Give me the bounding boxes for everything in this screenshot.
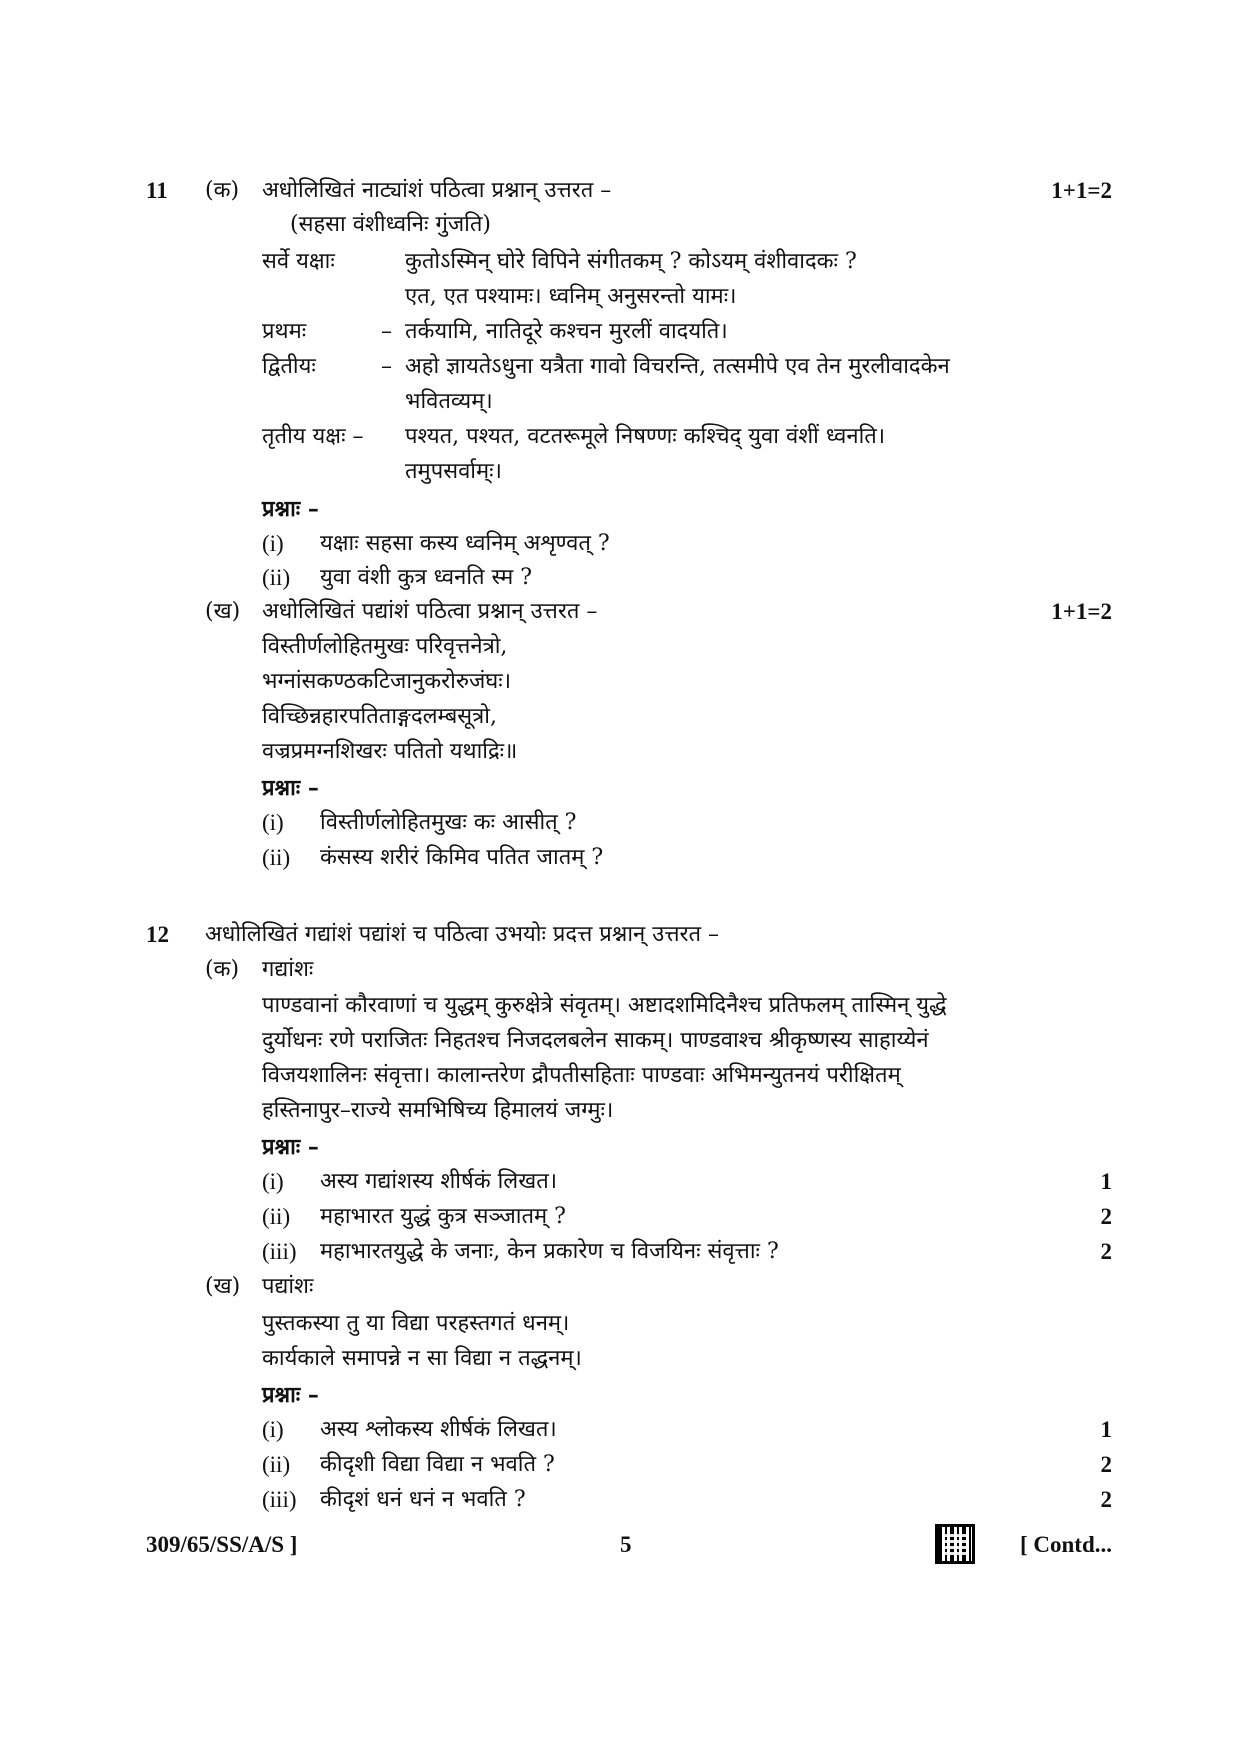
dialogue-line: भवितव्यम्। [405, 389, 493, 414]
dialogue-line: पश्यत, पश्यत, वटतरूमूले निषण्णः कश्चिद् युवा वंशीं ध्वनति। [405, 424, 886, 449]
marks: 2 [1100, 1239, 1112, 1264]
marks: 1 [1100, 1417, 1112, 1442]
questions-label: प्रश्नाः – [262, 775, 319, 801]
page-number: 5 [620, 1532, 632, 1557]
question-num: (ii) [262, 1452, 291, 1477]
passage-title: गद्यांशः [262, 957, 314, 982]
dialogue-line: तर्कयामि, नातिदूरे कश्चन मुरलीं वादयति। [405, 319, 728, 344]
prose-line: हस्तिनापुर–राज्ये समभिषिच्य हिमालयं जग्मुः। [262, 1098, 614, 1123]
marks: 2 [1100, 1452, 1112, 1477]
marks: 2 [1100, 1487, 1112, 1512]
question-num: (ii) [262, 1204, 291, 1229]
prose-line: पाण्डवानां कौरवाणां च युद्धम् कुरुक्षेत्रे संवृतम्। अष्टादशमिदिनैश्च प्रतिफलम् तास्मिन् युद्धे [262, 993, 947, 1018]
dialogue-line: कुतोऽस्मिन् घोरे विपिने संगीतकम् ? कोऽयम् वंशीवादकः ? [405, 249, 857, 274]
question-text: युवा वंशी कुत्र ध्वनति स्म ? [320, 565, 533, 590]
marks: 1+1=2 [1051, 178, 1112, 203]
marks: 1+1=2 [1051, 599, 1112, 624]
qr-code-icon [935, 1524, 975, 1564]
subpart-label: (ख) [205, 599, 241, 624]
dialogue-line: अहो ज्ञायतेऽधुना यत्रैता गावो विचरन्ति, तत्समीपे एव तेन मुरलीवादकेन [405, 354, 950, 379]
verse-line: विच्छिन्नहारपतिताङ्गदलम्बसूत्रो, [262, 704, 497, 729]
speaker: सर्वे यक्षाः [262, 249, 335, 274]
instruction: अधोलिखितं पद्यांशं पठित्वा प्रश्नान् उत्तरत – [262, 599, 598, 624]
prose-line: विजयशालिनः संवृत्ता। कालान्तरेण द्रौपतीसहिताः पाण्डवाः अभिमन्युतनयं परीक्षितम् [262, 1063, 901, 1088]
question-text: कीदृशी विद्या विद्या न भवति ? [320, 1452, 555, 1477]
question-text: कंसस्य शरीरं किमिव पतित जातम् ? [320, 845, 604, 870]
marks: 2 [1100, 1204, 1112, 1229]
dialogue-line: एत, एत पश्यामः। ध्वनिम् अनुसरन्तो यामः। [405, 284, 737, 309]
marks: 1 [1100, 1169, 1112, 1194]
question-text: अस्य गद्यांशस्य शीर्षकं लिखत। [320, 1169, 558, 1194]
instruction: अधोलिखितं गद्यांशं पद्यांशं च पठित्वा उभयोः प्रदत्त प्रश्नान् उत्तरत – [205, 922, 720, 947]
contd-label: [ Contd... [1019, 1532, 1112, 1557]
verse-line: पुस्तकस्या तु या विद्या परहस्तगतं धनम्। [262, 1311, 570, 1336]
question-text: विस्तीर्णलोहितमुखः कः आसीत् ? [320, 810, 577, 835]
question-number: 12 [146, 922, 169, 947]
question-num: (i) [262, 810, 284, 835]
question-num: (iii) [262, 1239, 297, 1264]
verse-line: विस्तीर्णलोहितमुखः परिवृत्तनेत्रो, [262, 634, 508, 659]
prose-line: दुर्योधनः रणे पराजितः निहतश्च निजदलबलेन साकम्। पाण्डवाश्च श्रीकृष्णस्य साहाय्येनं [262, 1028, 929, 1053]
question-text: कीदृशं धनं धनं न भवति ? [320, 1487, 526, 1512]
verse-line: कार्यकाले समापन्ने न सा विद्या न तद्धनम्। [262, 1346, 582, 1371]
question-num: (ii) [262, 845, 291, 870]
question-num: (iii) [262, 1487, 297, 1512]
passage-title: पद्यांशः [262, 1274, 314, 1299]
question-num: (ii) [262, 565, 291, 590]
verse-line: वज्रप्रमग्नशिखरः पतितो यथाद्रिः॥ [262, 739, 518, 764]
question-text: अस्य श्लोकस्य शीर्षकं लिखत। [320, 1417, 557, 1442]
question-text: महाभारतयुद्धे के जनाः, केन प्रकारेण च विजयिनः संवृत्ताः ? [320, 1239, 779, 1264]
questions-label: प्रश्नाः – [262, 1134, 319, 1160]
instruction: अधोलिखितं नाट्यांशं पठित्वा प्रश्नान् उत्तरत – [262, 178, 612, 203]
question-num: (i) [262, 1169, 284, 1194]
question-num: (i) [262, 1417, 284, 1442]
question-number: 11 [146, 178, 168, 203]
question-text: यक्षाः सहसा कस्य ध्वनिम् अशृण्वत् ? [320, 531, 610, 556]
stage-direction: (सहसा वंशीध्वनिः गुंजति) [290, 212, 491, 237]
subpart-label: (क) [205, 178, 240, 203]
questions-label: प्रश्नाः – [262, 496, 319, 522]
speaker: द्वितीयः [262, 354, 316, 379]
questions-label: प्रश्नाः – [262, 1382, 319, 1408]
speaker: प्रथमः [262, 319, 307, 344]
subpart-label: (ख) [205, 1274, 241, 1299]
dialogue-separator: – [381, 319, 392, 344]
speaker: तृतीय यक्षः – [262, 424, 364, 449]
question-text: महाभारत युद्धं कुत्र सञ्जातम् ? [320, 1204, 566, 1229]
verse-line: भग्नांसकण्ठकटिजानुकरोरुजंघः। [262, 669, 512, 694]
subpart-label: (क) [205, 957, 240, 982]
dialogue-line: तमुपसर्वाम्ः। [405, 459, 502, 484]
dialogue-separator: – [381, 354, 392, 379]
paper-code: 309/65/SS/A/S ] [146, 1532, 298, 1557]
question-num: (i) [262, 531, 284, 556]
